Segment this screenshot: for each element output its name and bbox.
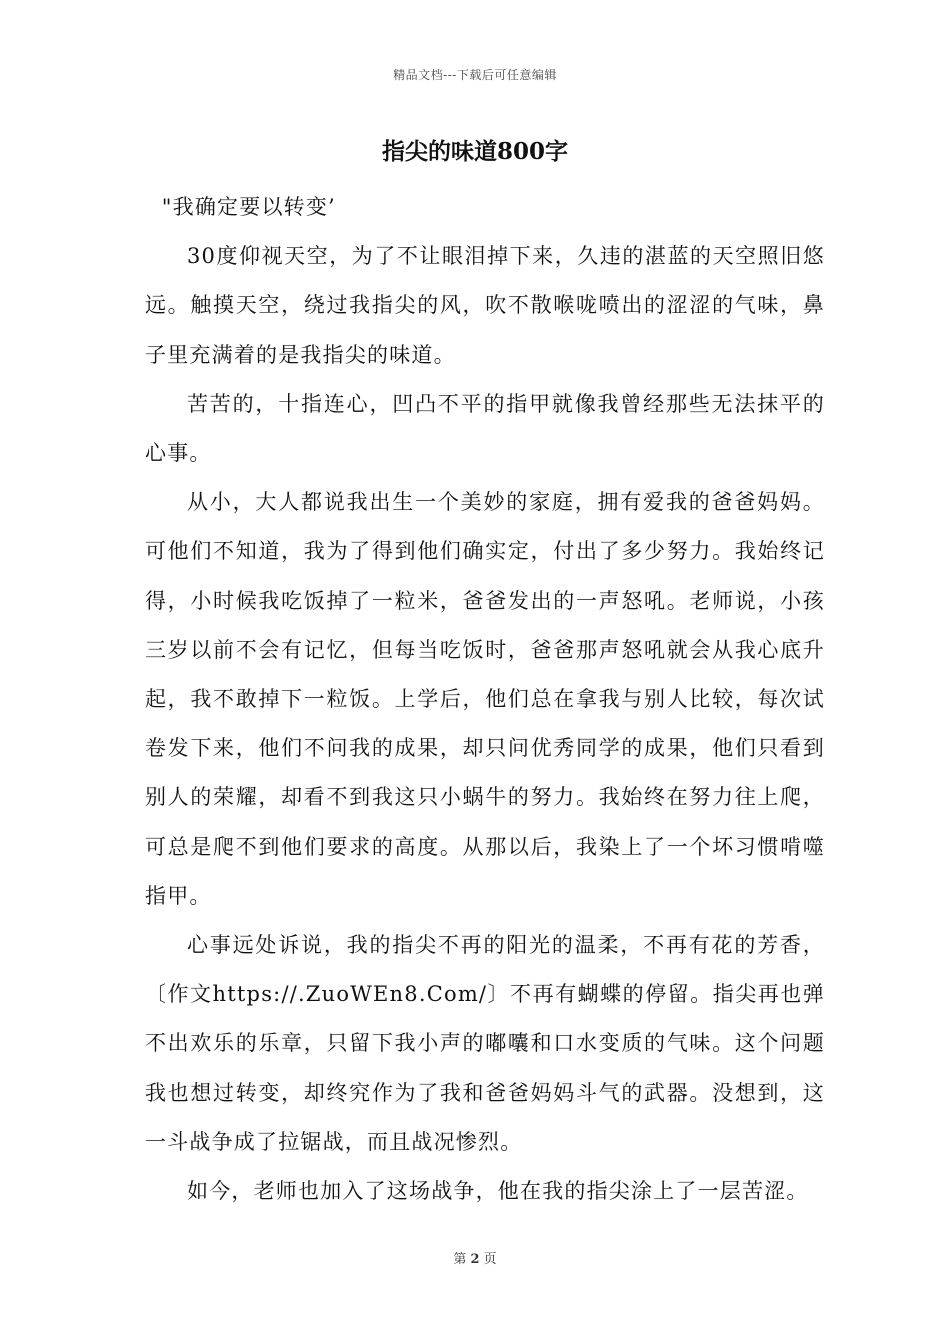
- paragraph-opening-quote: "我确定要以转变’: [161, 195, 336, 219]
- paragraph: 苦苦的，十指连心，凹凸不平的指甲就像我曾经那些无法抹平的心事。: [145, 391, 825, 466]
- paragraph: 如今，老师也加入了这场战争，他在我的指尖涂上了一层苦涩。: [187, 1179, 809, 1204]
- paragraph: 30度仰视天空，为了不让眼泪掉下来，久违的湛蓝的天空照旧悠远。触摸天空，绕过我指尖的风，吹不散喉咙喷出的涩涩的气味，鼻子里充满着的是我指尖的味道。: [145, 244, 825, 367]
- paragraph: 从小，大人都说我出生一个美妙的家庭，拥有爱我的爸爸妈妈。可他们不知道，我为了得到他们确实定，付出了多少努力。我始终记得，小时候我吃饭掉了一粒米，爸爸发出的一声怒吼。老师说，小孩三岁以前不会有记忆，但每当吃饭时，爸爸那声怒吼就会从我心底升起，我不敢掉下一粒饭。上学后，他们总在拿我与别人比较，每次试卷发下来，他们不问我的成果，却只问优秀同学的成果，他们只看到别人的荣耀，却看不到我这只小蜗牛的努力。我始终在努力往上爬，可总是爬不到他们要求的高度。从那以后，我染上了一个坏习惯啃噬指甲。: [145, 490, 825, 908]
- article-body: [145, 183, 825, 1216]
- page-footer: [0, 1248, 950, 1267]
- page-number: 2: [470, 1252, 480, 1267]
- document-title: 指尖的味道800字: [381, 138, 568, 165]
- header-text: 精品文档---下载后可任意编辑: [393, 68, 557, 82]
- page-label-prefix: 第: [453, 1252, 467, 1267]
- page-label-suffix: 页: [483, 1252, 497, 1267]
- paragraph: 心事远处诉说，我的指尖不再的阳光的温柔，不再有花的芳香，〔作文https://.ZuoWEn8.Com/〕不再有蝴蝶的停留。指尖再也弹不出欢乐的乐章，只留下我小声的嘟囔和口水变质的气味。这个问题我也想过转变，却终究作为了我和爸爸妈妈斗气的武器。没想到，这一斗战争成了拉锯战，而且战况惨烈。: [145, 933, 825, 1154]
- page-header: [0, 66, 950, 83]
